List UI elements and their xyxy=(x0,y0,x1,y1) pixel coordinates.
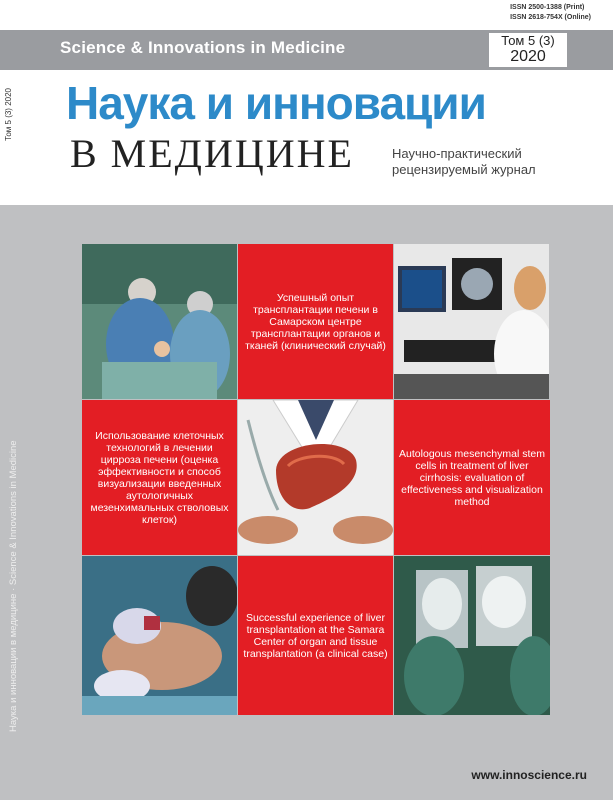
journal-title-line2: В МЕДИЦИНЕ xyxy=(70,131,354,176)
volume-box xyxy=(489,33,567,67)
english-title: Science & Innovations in Medicine xyxy=(60,38,346,57)
article-card-2[interactable]: Использование клеточных технологий в лечении цирроза печени (оценка эффективности и способ визуализации введенных аутологичных мезенхимальных стволовых клеток) xyxy=(82,400,237,555)
spine-top-label: Том 5 (3) 2020 xyxy=(4,88,13,141)
doctor-computer-image xyxy=(394,244,549,399)
doctor-computer-photo xyxy=(394,244,549,399)
liver-photo xyxy=(238,400,393,555)
article-grid xyxy=(82,244,550,715)
article-card-3[interactable]: Autologous mesenchymal stem cells in treatment of liver cirrhosis: evaluation of effectiveness and visualization method xyxy=(394,400,550,555)
website-link[interactable]: www.innoscience.ru xyxy=(471,768,587,782)
article-card-4[interactable]: Successful experience of liver transplantation at the Samara Center of organ and tissue transplantation (a clinical case) xyxy=(238,556,393,715)
surgery-photo xyxy=(82,244,237,399)
journal-title-line1: Наука и инновации xyxy=(66,77,486,129)
issn-block xyxy=(510,3,591,23)
article-card-1[interactable]: Успешный опыт трансплантации печени в Самарском центре трансплантации органов и тканей (клинический случай) xyxy=(238,244,393,399)
volume-label: Том 5 (3) xyxy=(501,33,555,48)
surgery-photo-image xyxy=(82,244,237,399)
spine-vertical-title: Наука и инновации в медицине · Science & Innovations in Medicine xyxy=(8,440,19,732)
journal-subtitle xyxy=(392,146,536,178)
subtitle-line1: Научно-практический xyxy=(392,146,522,161)
patient-image xyxy=(82,556,237,715)
xray-photo xyxy=(394,556,550,715)
issn-online: ISSN 2618-754X (Online) xyxy=(510,14,591,21)
issn-print: ISSN 2500-1388 (Print) xyxy=(510,4,585,11)
xray-image xyxy=(394,556,550,715)
liver-hands-image xyxy=(238,400,393,555)
patient-photo xyxy=(82,556,237,715)
volume-year: 2020 xyxy=(510,48,546,65)
subtitle-line2: рецензируемый журнал xyxy=(392,162,536,177)
